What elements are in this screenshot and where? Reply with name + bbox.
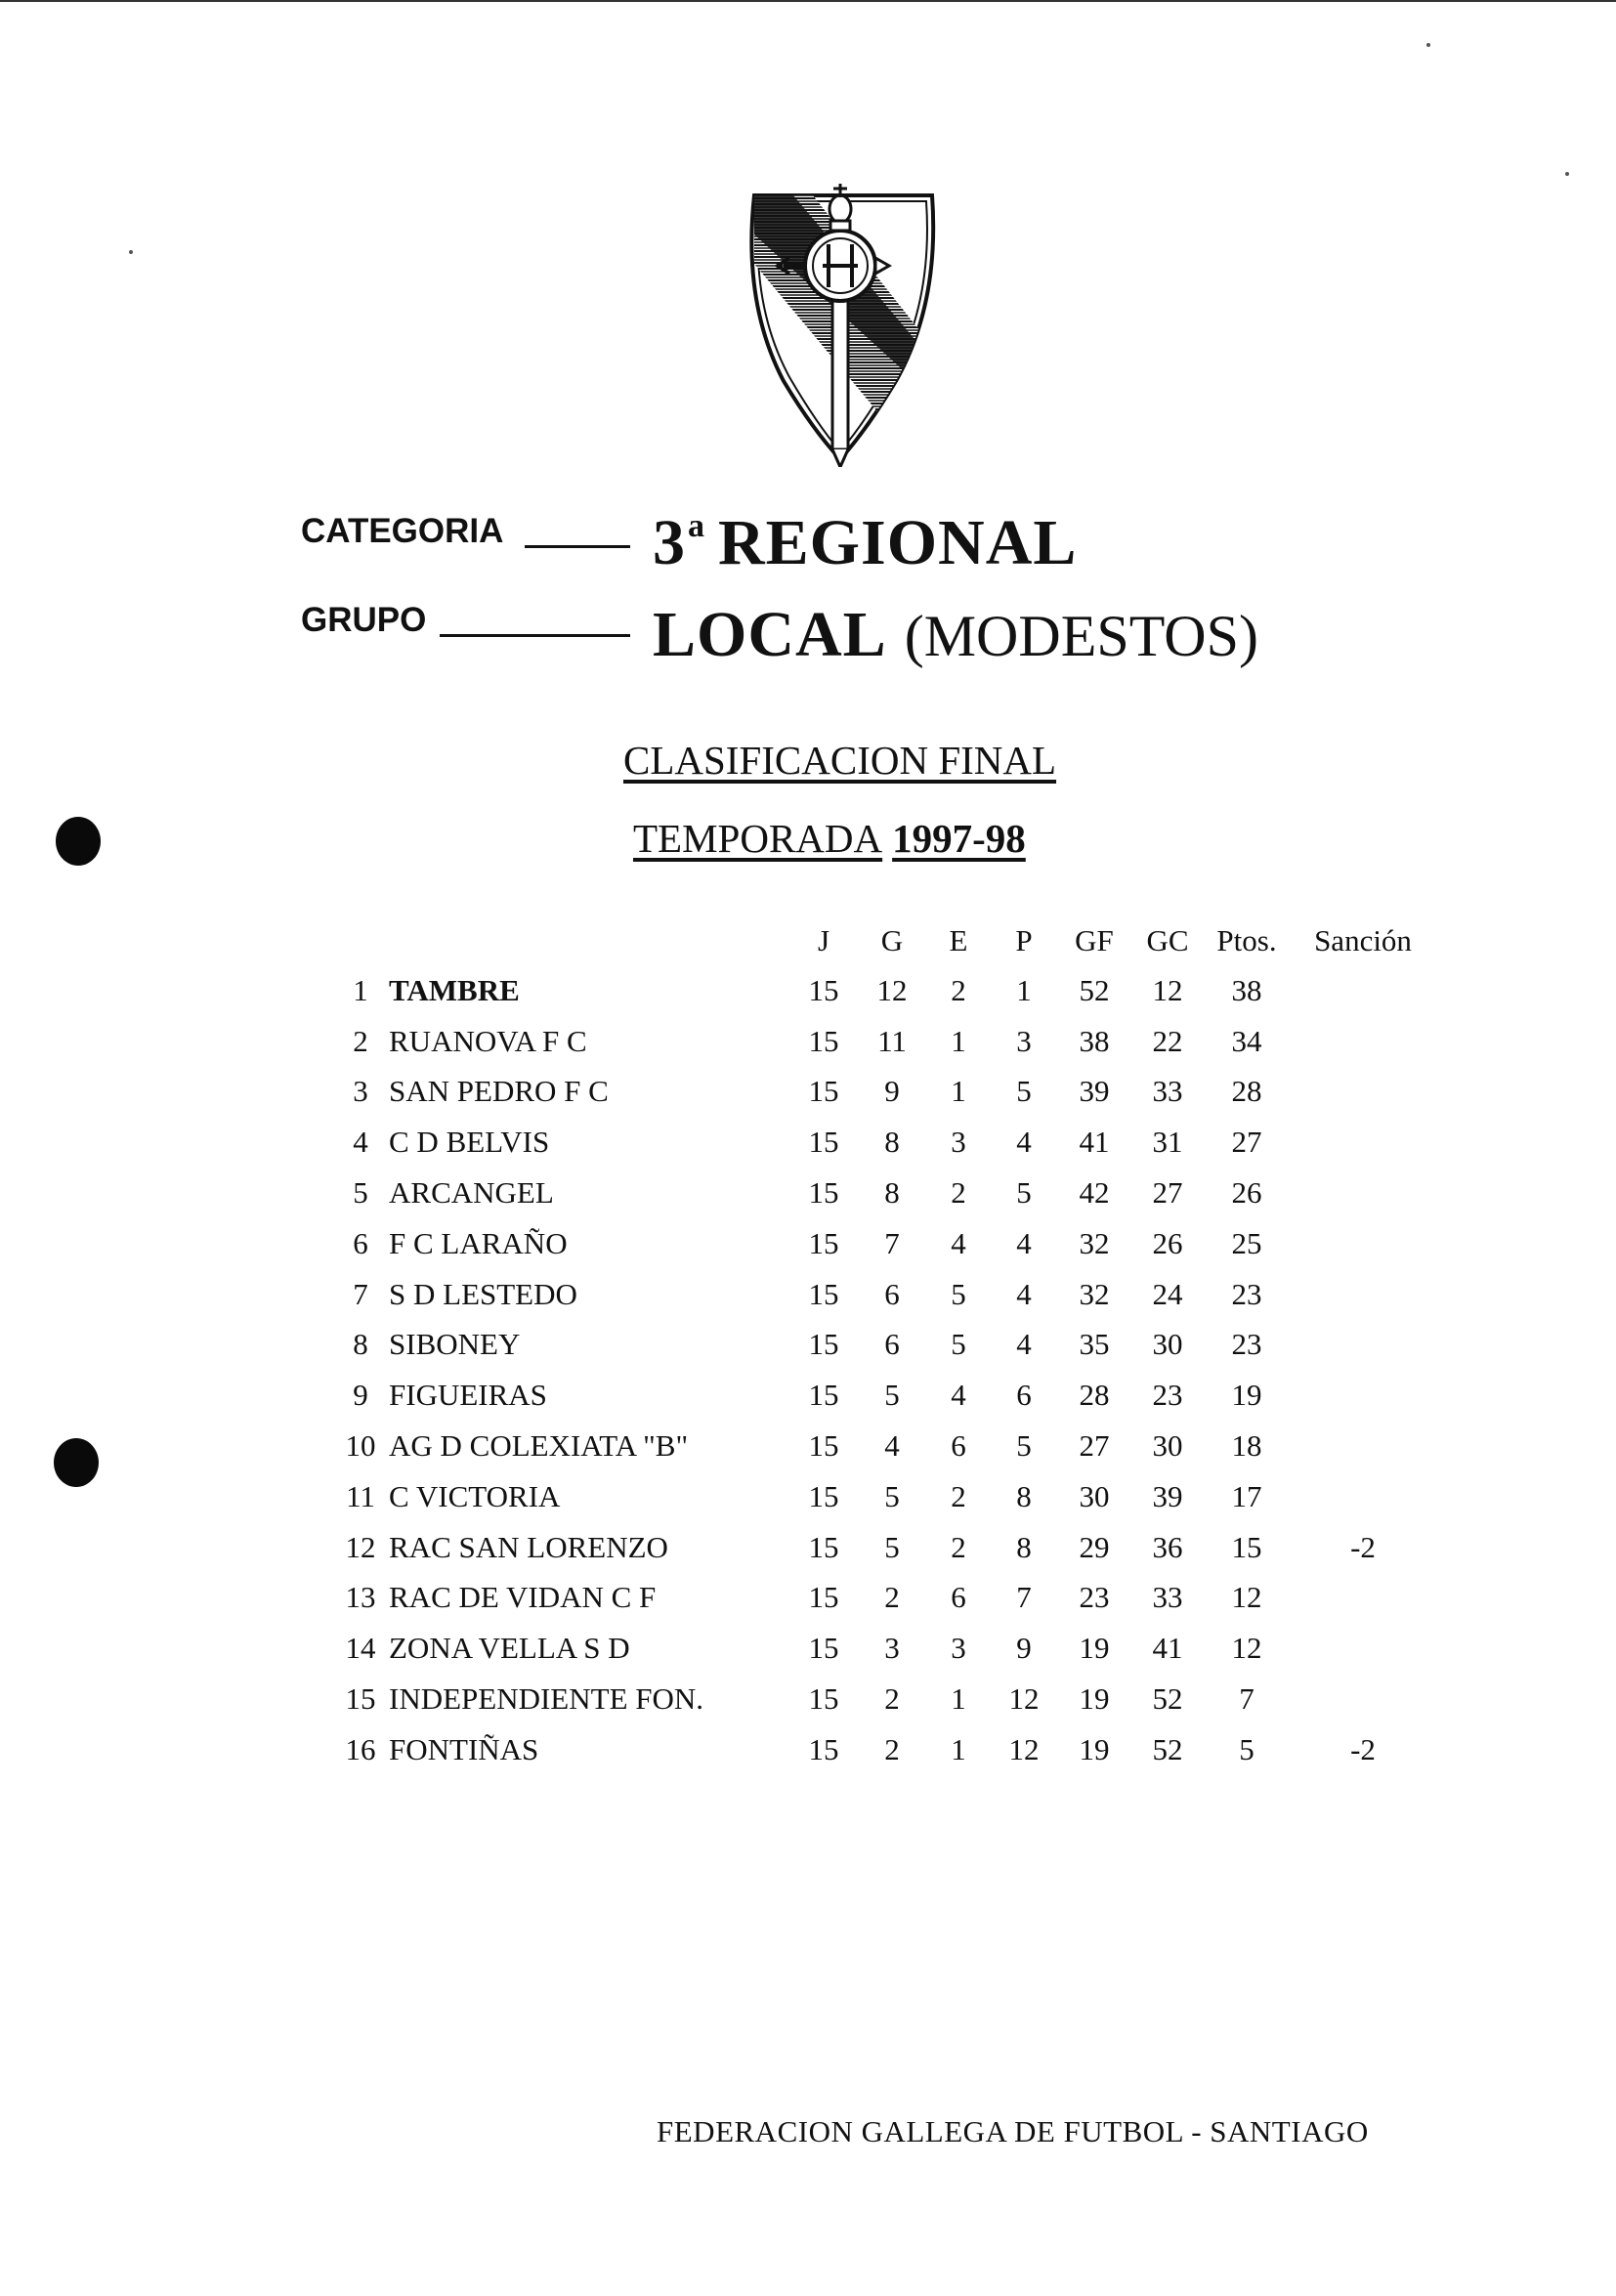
position-cell: 8: [353, 1327, 368, 1362]
won-cell: 11: [877, 1023, 907, 1058]
lost-cell: 1: [1016, 972, 1032, 1007]
header-pos: [332, 916, 389, 965]
table-row: [332, 1016, 1436, 1067]
drawn-cell: 2: [951, 1529, 966, 1564]
drawn-cell: 2: [951, 1478, 966, 1513]
goals-against-cell: 30: [1152, 1428, 1183, 1464]
goals-against-cell: 30: [1152, 1327, 1183, 1362]
played-cell: 15: [808, 1276, 839, 1311]
position-cell: 7: [353, 1276, 368, 1311]
played-cell: 15: [808, 1731, 839, 1766]
goals-for-cell: 38: [1079, 1023, 1110, 1058]
goals-against-cell: 24: [1152, 1276, 1183, 1311]
won-cell: 2: [884, 1731, 900, 1766]
team-name-cell: RAC SAN LORENZO: [389, 1529, 668, 1564]
won-cell: 8: [884, 1175, 900, 1211]
won-cell: 8: [884, 1125, 900, 1160]
points-cell: 7: [1239, 1681, 1255, 1717]
table-row: [332, 1067, 1436, 1118]
categoria-ordinal: a: [688, 508, 704, 544]
team-name-cell: ZONA VELLA S D: [389, 1631, 630, 1666]
goals-for-cell: 30: [1079, 1478, 1110, 1513]
header-gc: GC: [1146, 923, 1189, 957]
played-cell: 15: [808, 1327, 839, 1362]
sanction-cell: [1290, 1674, 1436, 1724]
standings-body: [332, 965, 1436, 1775]
position-cell: 14: [345, 1631, 376, 1666]
played-cell: 15: [808, 1478, 839, 1513]
team-name-cell: C D BELVIS: [389, 1125, 550, 1160]
goals-for-cell: 19: [1079, 1681, 1110, 1717]
subtitle-clasificacion: CLASIFICACION FINAL: [623, 738, 1057, 783]
team-name-cell: SAN PEDRO F C: [389, 1074, 609, 1109]
points-cell: 5: [1239, 1731, 1255, 1766]
table-row: [332, 1320, 1436, 1371]
points-cell: 23: [1231, 1276, 1262, 1311]
sanction-cell: -2: [1350, 1731, 1376, 1766]
scan-speck: [129, 250, 133, 254]
goals-for-cell: 52: [1079, 972, 1110, 1007]
won-cell: 5: [884, 1529, 900, 1564]
goals-for-cell: 35: [1079, 1327, 1110, 1362]
drawn-cell: 1: [951, 1074, 966, 1109]
lost-cell: 4: [1016, 1327, 1032, 1362]
punch-hole-top: [56, 817, 101, 866]
goals-against-cell: 22: [1152, 1023, 1183, 1058]
goals-against-cell: 12: [1152, 972, 1183, 1007]
played-cell: 15: [808, 1225, 839, 1260]
goals-against-cell: 41: [1152, 1631, 1183, 1666]
sanction-cell: [1290, 965, 1436, 1016]
table-row: [332, 1218, 1436, 1269]
played-cell: 15: [808, 1580, 839, 1615]
temporada-year: 1997-98: [892, 816, 1026, 861]
sanction-cell: [1290, 1370, 1436, 1421]
won-cell: 2: [884, 1681, 900, 1717]
grupo-main: LOCAL: [653, 599, 887, 670]
drawn-cell: 5: [951, 1327, 966, 1362]
points-cell: 25: [1231, 1225, 1262, 1260]
drawn-cell: 2: [951, 972, 966, 1007]
played-cell: 15: [808, 1125, 839, 1160]
points-cell: 28: [1231, 1074, 1262, 1109]
table-row: [332, 1573, 1436, 1624]
team-name-cell: SIBONEY: [389, 1327, 521, 1362]
points-cell: 26: [1231, 1175, 1262, 1211]
points-cell: 15: [1231, 1529, 1262, 1564]
won-cell: 5: [884, 1478, 900, 1513]
won-cell: 6: [884, 1327, 900, 1362]
won-cell: 9: [884, 1074, 900, 1109]
drawn-cell: 4: [951, 1378, 966, 1413]
goals-for-cell: 28: [1079, 1378, 1110, 1413]
drawn-cell: 2: [951, 1175, 966, 1211]
played-cell: 15: [808, 1631, 839, 1666]
table-row: [332, 1117, 1436, 1168]
categoria-text: REGIONAL: [718, 507, 1078, 578]
table-row: [332, 1269, 1436, 1320]
categoria-rule: [525, 545, 630, 548]
table-row: [332, 1471, 1436, 1522]
team-name-cell: INDEPENDIENTE FON.: [389, 1681, 704, 1717]
lost-cell: 8: [1016, 1529, 1032, 1564]
sanction-cell: [1290, 1117, 1436, 1168]
points-cell: 19: [1231, 1378, 1262, 1413]
points-cell: 38: [1231, 972, 1262, 1007]
lost-cell: 5: [1016, 1175, 1032, 1211]
lost-cell: 3: [1016, 1023, 1032, 1058]
table-row: [332, 1168, 1436, 1218]
points-cell: 18: [1231, 1428, 1262, 1464]
temporada-label: TEMPORADA: [633, 816, 883, 861]
lost-cell: 12: [1008, 1681, 1040, 1717]
header-ptos: Ptos.: [1216, 923, 1277, 957]
won-cell: 6: [884, 1276, 900, 1311]
goals-for-cell: 23: [1079, 1580, 1110, 1615]
categoria-label: CATEGORIA: [301, 512, 504, 550]
footer-federation: FEDERACION GALLEGA DE FUTBOL - SANTIAGO: [657, 2114, 1369, 2148]
position-cell: 12: [345, 1529, 376, 1564]
team-name-cell: TAMBRE: [389, 972, 520, 1007]
goals-for-cell: 42: [1079, 1175, 1110, 1211]
lost-cell: 4: [1016, 1125, 1032, 1160]
drawn-cell: 3: [951, 1631, 966, 1666]
won-cell: 3: [884, 1631, 900, 1666]
points-cell: 17: [1231, 1478, 1262, 1513]
scan-top-edge: [0, 0, 1616, 2]
goals-against-cell: 23: [1152, 1378, 1183, 1413]
grupo-paren: (MODESTOS): [904, 604, 1258, 668]
header-p: P: [1015, 923, 1033, 957]
points-cell: 23: [1231, 1327, 1262, 1362]
sanction-cell: [1290, 1320, 1436, 1371]
subtitle-temporada: [633, 815, 1026, 862]
drawn-cell: 3: [951, 1125, 966, 1160]
table-row: [332, 965, 1436, 1016]
played-cell: 15: [808, 1175, 839, 1211]
played-cell: 15: [808, 1378, 839, 1413]
points-cell: 27: [1231, 1125, 1262, 1160]
federation-shield-icon: [735, 156, 959, 467]
table-row: [332, 1421, 1436, 1471]
lost-cell: 12: [1008, 1731, 1040, 1766]
played-cell: 15: [808, 1074, 839, 1109]
punch-hole-bottom: [54, 1438, 99, 1487]
position-cell: 5: [353, 1175, 368, 1211]
position-cell: 4: [353, 1125, 368, 1160]
grupo-value: [653, 598, 1258, 672]
position-cell: 1: [353, 972, 368, 1007]
won-cell: 7: [884, 1225, 900, 1260]
position-cell: 16: [345, 1731, 376, 1766]
drawn-cell: 4: [951, 1225, 966, 1260]
goals-for-cell: 29: [1079, 1529, 1110, 1564]
sanction-cell: [1290, 1471, 1436, 1522]
sanction-cell: [1290, 1573, 1436, 1624]
sanction-cell: [1290, 1623, 1436, 1674]
drawn-cell: 6: [951, 1428, 966, 1464]
team-name-cell: FONTIÑAS: [389, 1731, 539, 1766]
goals-against-cell: 31: [1152, 1125, 1183, 1160]
position-cell: 2: [353, 1023, 368, 1058]
won-cell: 4: [884, 1428, 900, 1464]
position-cell: 15: [345, 1681, 376, 1717]
played-cell: 15: [808, 1428, 839, 1464]
drawn-cell: 6: [951, 1580, 966, 1615]
sanction-cell: [1290, 1168, 1436, 1218]
won-cell: 2: [884, 1580, 900, 1615]
goals-against-cell: 33: [1152, 1074, 1183, 1109]
scan-speck: [1565, 172, 1569, 176]
points-cell: 12: [1231, 1580, 1262, 1615]
standings-header-row: [332, 916, 1436, 965]
goals-against-cell: 52: [1152, 1731, 1183, 1766]
played-cell: 15: [808, 1529, 839, 1564]
lost-cell: 9: [1016, 1631, 1032, 1666]
header-e: E: [949, 923, 968, 957]
lost-cell: 5: [1016, 1428, 1032, 1464]
position-cell: 11: [346, 1478, 375, 1513]
goals-against-cell: 27: [1152, 1175, 1183, 1211]
header-gf: GF: [1075, 923, 1114, 957]
lost-cell: 5: [1016, 1074, 1032, 1109]
won-cell: 12: [876, 972, 908, 1007]
sanction-cell: [1290, 1067, 1436, 1118]
team-name-cell: AG D COLEXIATA "B": [389, 1428, 689, 1464]
header-g: G: [880, 923, 904, 957]
grupo-label: GRUPO: [301, 601, 427, 639]
table-row: [332, 1724, 1436, 1775]
goals-against-cell: 52: [1152, 1681, 1183, 1717]
position-cell: 6: [353, 1225, 368, 1260]
team-name-cell: FIGUEIRAS: [389, 1378, 547, 1413]
lost-cell: 7: [1016, 1580, 1032, 1615]
scan-speck: [1426, 43, 1430, 47]
goals-against-cell: 39: [1152, 1478, 1183, 1513]
drawn-cell: 5: [951, 1276, 966, 1311]
header-team: [389, 916, 789, 965]
drawn-cell: 1: [951, 1731, 966, 1766]
goals-for-cell: 27: [1079, 1428, 1110, 1464]
team-name-cell: F C LARAÑO: [389, 1225, 568, 1260]
lost-cell: 4: [1016, 1276, 1032, 1311]
sanction-cell: [1290, 1421, 1436, 1471]
goals-against-cell: 26: [1152, 1225, 1183, 1260]
team-name-cell: RUANOVA F C: [389, 1023, 587, 1058]
position-cell: 13: [345, 1580, 376, 1615]
categoria-value: [653, 506, 1077, 580]
played-cell: 15: [808, 1023, 839, 1058]
lost-cell: 4: [1016, 1225, 1032, 1260]
sanction-cell: [1290, 1016, 1436, 1067]
team-name-cell: C VICTORIA: [389, 1478, 561, 1513]
goals-for-cell: 32: [1079, 1225, 1110, 1260]
goals-against-cell: 33: [1152, 1580, 1183, 1615]
played-cell: 15: [808, 972, 839, 1007]
table-row: [332, 1522, 1436, 1573]
team-name-cell: S D LESTEDO: [389, 1276, 577, 1311]
sanction-cell: -2: [1350, 1529, 1376, 1564]
header-sancion: Sanción: [1314, 923, 1412, 957]
goals-for-cell: 32: [1079, 1276, 1110, 1311]
lost-cell: 6: [1016, 1378, 1032, 1413]
position-cell: 3: [353, 1074, 368, 1109]
table-row: [332, 1623, 1436, 1674]
won-cell: 5: [884, 1378, 900, 1413]
points-cell: 34: [1231, 1023, 1262, 1058]
grupo-rule: [440, 634, 630, 637]
goals-for-cell: 19: [1079, 1731, 1110, 1766]
goals-for-cell: 19: [1079, 1631, 1110, 1666]
goals-against-cell: 36: [1152, 1529, 1183, 1564]
team-name-cell: RAC DE VIDAN C F: [389, 1580, 657, 1615]
categoria-number: 3: [653, 507, 686, 578]
table-row: [332, 1370, 1436, 1421]
position-cell: 9: [353, 1378, 368, 1413]
drawn-cell: 1: [951, 1681, 966, 1717]
header-j: J: [817, 923, 830, 957]
table-row: [332, 1674, 1436, 1724]
goals-for-cell: 39: [1079, 1074, 1110, 1109]
played-cell: 15: [808, 1681, 839, 1717]
position-cell: 10: [345, 1428, 376, 1464]
team-name-cell: ARCANGEL: [389, 1175, 554, 1211]
lost-cell: 8: [1016, 1478, 1032, 1513]
drawn-cell: 1: [951, 1023, 966, 1058]
sanction-cell: [1290, 1269, 1436, 1320]
goals-for-cell: 41: [1079, 1125, 1110, 1160]
points-cell: 12: [1231, 1631, 1262, 1666]
sanction-cell: [1290, 1218, 1436, 1269]
standings-table: [332, 916, 1436, 1775]
